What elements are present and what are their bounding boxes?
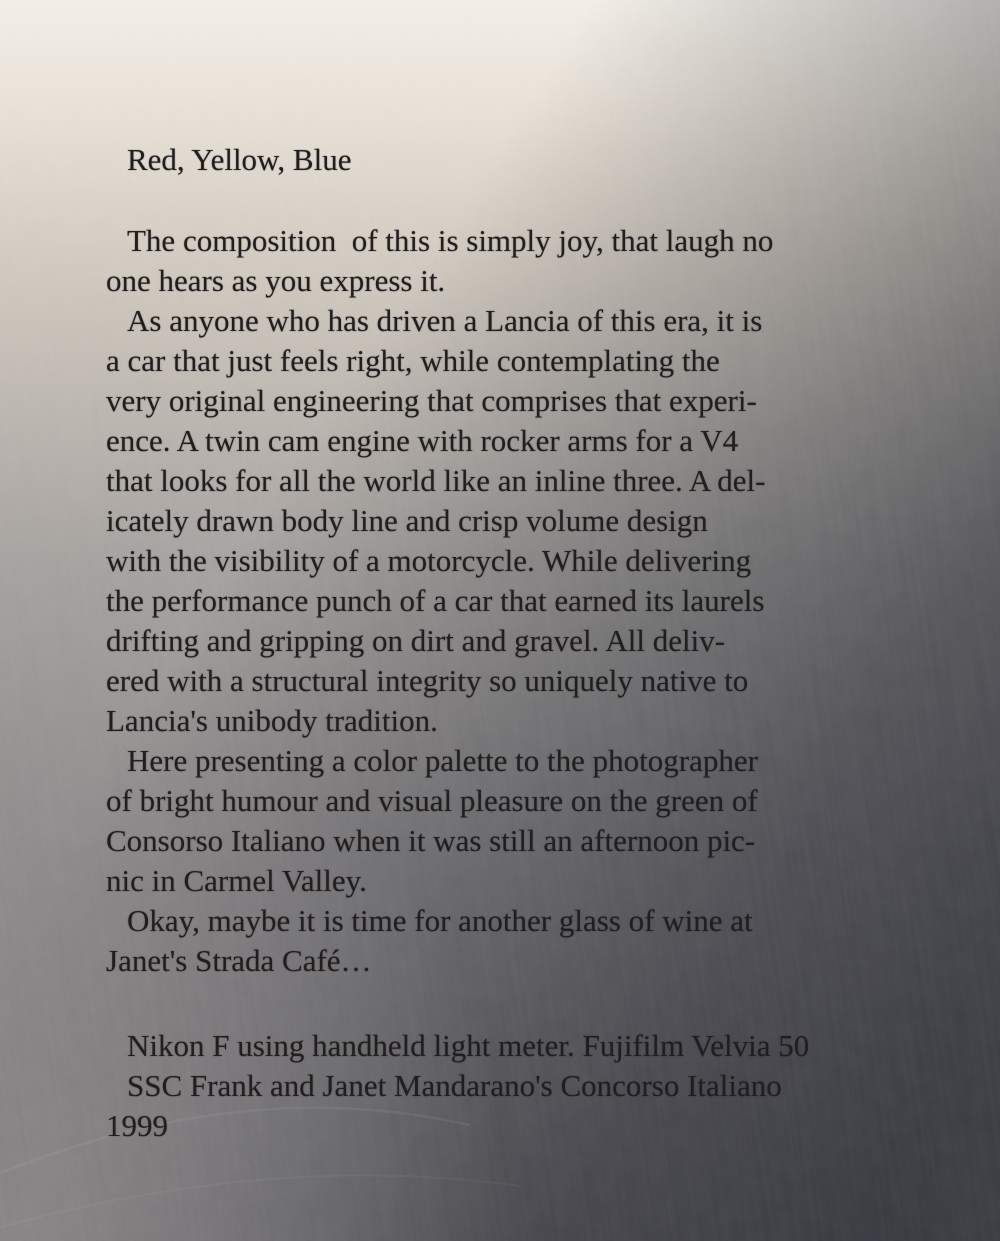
- body-line: ence. A twin cam engine with rocker arms for a V4: [106, 423, 739, 458]
- body-line: the performance punch of a car that earned its laurels: [106, 583, 765, 618]
- body-line: Okay, maybe it is time for another glass of wine at: [127, 903, 753, 938]
- body-line: with the visibility of a motorcycle. While delivering: [106, 543, 752, 578]
- body-line: very original engineering that comprises that experi-: [106, 383, 757, 418]
- caption-line: Nikon F using handheld light meter. Fujifilm Velvia 50: [127, 1028, 810, 1063]
- body-line: Janet's Strada Café…: [106, 943, 372, 978]
- body-line: that looks for all the world like an inline three. A del-: [106, 463, 766, 498]
- body-line: one hears as you express it.: [106, 263, 446, 298]
- body-line: Lancia's unibody tradition.: [106, 703, 438, 738]
- caption-line: 1999: [106, 1108, 168, 1143]
- body-line: Here presenting a color palette to the photographer: [127, 743, 758, 778]
- body-line: drifting and gripping on dirt and gravel. All deliv-: [106, 623, 726, 658]
- body-lines: [106, 221, 918, 981]
- body-line: Consorso Italiano when it was still an afternoon pic-: [106, 823, 756, 858]
- body-line: of bright humour and visual pleasure on the green of: [106, 783, 758, 818]
- body-line: ered with a structural integrity so uniquely native to: [106, 663, 749, 698]
- caption-lines: [106, 1026, 918, 1146]
- body-line: icately drawn body line and crisp volume design: [106, 503, 708, 538]
- body-line: As anyone who has driven a Lancia of this era, it is: [127, 303, 763, 338]
- body-line: The composition of this is simply joy, that laugh no: [127, 223, 774, 258]
- text-block: [106, 140, 918, 1146]
- body-line: nic in Carmel Valley.: [106, 863, 367, 898]
- body-line: a car that just feels right, while contemplating the: [106, 343, 720, 378]
- caption-line: SSC Frank and Janet Mandarano's Concorso Italiano: [127, 1068, 782, 1103]
- page-title: Red, Yellow, Blue: [127, 142, 352, 177]
